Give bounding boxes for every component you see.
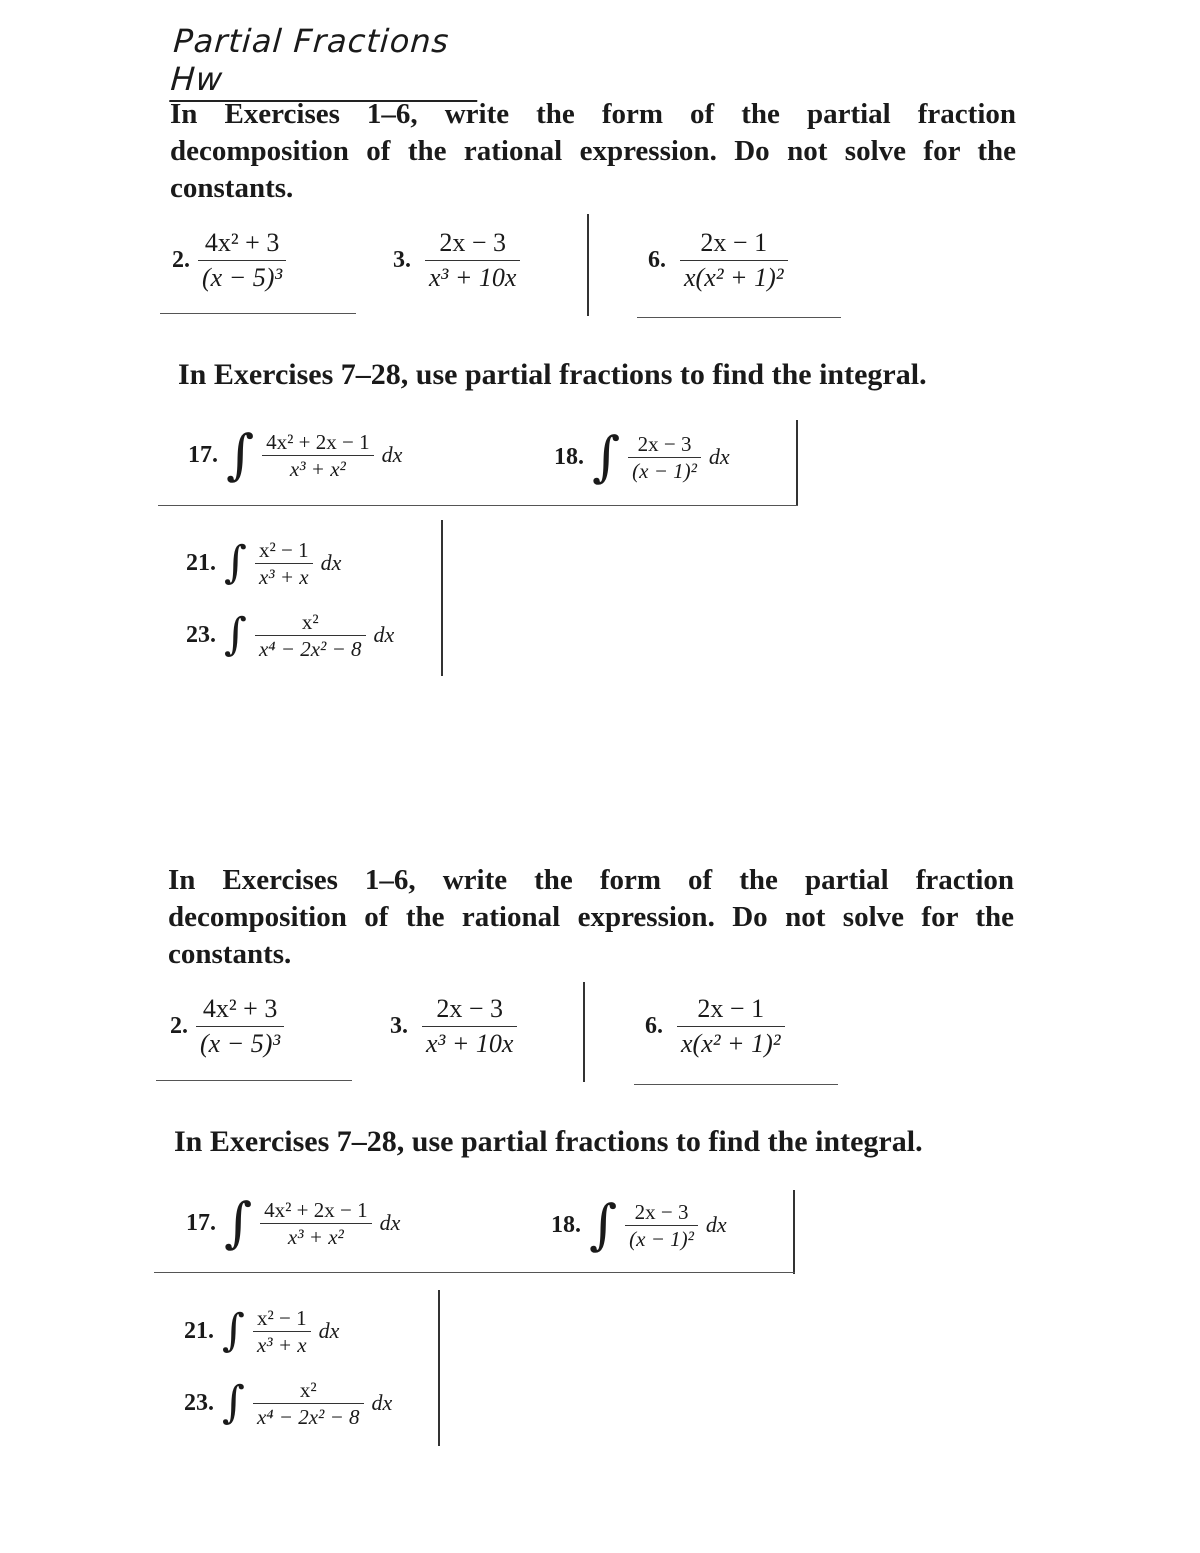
exercise-6 bbox=[648, 226, 788, 295]
fraction bbox=[677, 992, 785, 1061]
exercise-number: 21. bbox=[186, 549, 216, 576]
numerator: 4x² + 3 bbox=[204, 228, 280, 257]
denominator: x³ + x² bbox=[262, 455, 373, 482]
exercise-3 bbox=[390, 992, 517, 1061]
denominator: x(x² + 1)² bbox=[680, 260, 788, 295]
numerator: 2x − 1 bbox=[700, 228, 768, 257]
answer-line bbox=[634, 1084, 838, 1085]
denominator: x³ + 10x bbox=[422, 1026, 517, 1061]
denominator: x⁴ − 2x² − 8 bbox=[253, 1403, 364, 1430]
denominator: (x − 1)² bbox=[628, 457, 701, 484]
fraction bbox=[198, 226, 286, 295]
fraction bbox=[253, 1377, 364, 1430]
exercise-2 bbox=[172, 226, 286, 295]
divider-line bbox=[583, 982, 585, 1082]
differential: dx bbox=[705, 1212, 727, 1237]
divider-line bbox=[438, 1290, 440, 1446]
exercise-number: 17. bbox=[186, 1209, 216, 1236]
differential: dx bbox=[371, 1390, 393, 1415]
fraction bbox=[196, 992, 284, 1061]
integral-sign: ∫ bbox=[222, 1377, 245, 1428]
exercise-number: 3. bbox=[390, 1013, 408, 1039]
instruction-7-28: In Exercises 7–28, use partial fractions to find the integral. bbox=[174, 1125, 923, 1158]
instruction-7-28: In Exercises 7–28, use partial fractions to find the integral. bbox=[178, 358, 927, 391]
answer-line bbox=[156, 1080, 352, 1081]
numerator: 2x − 1 bbox=[697, 994, 765, 1023]
exercise-number: 3. bbox=[393, 247, 411, 273]
exercise-18 bbox=[554, 425, 730, 488]
numerator: x² bbox=[301, 609, 319, 634]
exercise-number: 2. bbox=[170, 1013, 188, 1039]
exercise-2 bbox=[170, 992, 284, 1061]
denominator: x³ + 10x bbox=[425, 260, 520, 295]
exercise-number: 6. bbox=[648, 247, 666, 273]
numerator: x² − 1 bbox=[256, 1305, 307, 1330]
handwritten-title: Partial Fractions Hw bbox=[169, 22, 483, 102]
numerator: 2x − 3 bbox=[439, 228, 507, 257]
separator-line bbox=[154, 1272, 795, 1273]
differential: dx bbox=[373, 622, 395, 647]
integral-sign: ∫ bbox=[224, 537, 247, 588]
numerator: x² − 1 bbox=[258, 537, 309, 562]
exercise-21 bbox=[186, 536, 341, 590]
numerator: 4x² + 2x − 1 bbox=[266, 429, 370, 454]
numerator: 4x² + 2x − 1 bbox=[264, 1197, 368, 1222]
denominator: x³ + x bbox=[255, 563, 313, 590]
integral-sign: ∫ bbox=[592, 425, 621, 488]
exercise-21 bbox=[184, 1304, 339, 1358]
numerator: 2x − 3 bbox=[436, 994, 504, 1023]
fraction bbox=[253, 1305, 311, 1358]
denominator: x³ + x² bbox=[260, 1223, 371, 1250]
fraction bbox=[628, 431, 701, 484]
exercise-number: 6. bbox=[645, 1013, 663, 1039]
fraction bbox=[260, 1197, 371, 1250]
numerator: x² bbox=[299, 1377, 317, 1402]
denominator: x(x² + 1)² bbox=[677, 1026, 785, 1061]
divider-line bbox=[441, 520, 443, 676]
exercise-18 bbox=[551, 1193, 727, 1256]
integral-sign: ∫ bbox=[226, 423, 255, 486]
exercise-number: 18. bbox=[554, 443, 584, 470]
exercise-number: 17. bbox=[188, 441, 218, 468]
divider-line bbox=[793, 1190, 795, 1274]
differential: dx bbox=[320, 550, 342, 575]
exercise-number: 21. bbox=[184, 1317, 214, 1344]
fraction bbox=[255, 609, 366, 662]
answer-line bbox=[160, 313, 356, 314]
fraction bbox=[422, 992, 517, 1061]
denominator: x³ + x bbox=[253, 1331, 311, 1358]
denominator: (x − 1)² bbox=[625, 1225, 698, 1252]
exercise-number: 23. bbox=[186, 621, 216, 648]
exercise-6 bbox=[645, 992, 785, 1061]
fraction bbox=[425, 226, 520, 295]
numerator: 2x − 3 bbox=[637, 431, 692, 456]
exercise-23 bbox=[186, 608, 394, 662]
differential: dx bbox=[381, 442, 403, 467]
numerator: 2x − 3 bbox=[634, 1199, 689, 1224]
integral-sign: ∫ bbox=[589, 1193, 618, 1256]
differential: dx bbox=[379, 1210, 401, 1235]
exercise-17 bbox=[188, 423, 403, 486]
instruction-1-6: In Exercises 1–6, write the form of the partial fraction decomposition of the rational expression. Do not solve for the constants. bbox=[170, 98, 1016, 204]
denominator: (x − 5)³ bbox=[198, 260, 286, 295]
exercise-3 bbox=[393, 226, 520, 295]
fraction bbox=[262, 429, 373, 482]
exercise-number: 23. bbox=[184, 1389, 214, 1416]
exercise-number: 18. bbox=[551, 1211, 581, 1238]
differential: dx bbox=[318, 1318, 340, 1343]
integral-sign: ∫ bbox=[224, 609, 247, 660]
integral-sign: ∫ bbox=[224, 1191, 253, 1254]
divider-line bbox=[587, 214, 589, 316]
fraction bbox=[255, 537, 313, 590]
fraction bbox=[680, 226, 788, 295]
integral-sign: ∫ bbox=[222, 1305, 245, 1356]
exercise-number: 2. bbox=[172, 247, 190, 273]
denominator: x⁴ − 2x² − 8 bbox=[255, 635, 366, 662]
exercise-23 bbox=[184, 1376, 392, 1430]
instruction-1-6: In Exercises 1–6, write the form of the partial fraction decomposition of the rational expression. Do not solve for the constants. bbox=[168, 864, 1014, 970]
separator-line bbox=[158, 505, 798, 506]
answer-line bbox=[637, 317, 841, 318]
divider-line bbox=[796, 420, 798, 506]
denominator: (x − 5)³ bbox=[196, 1026, 284, 1061]
differential: dx bbox=[708, 444, 730, 469]
exercise-17 bbox=[186, 1191, 401, 1254]
fraction bbox=[625, 1199, 698, 1252]
numerator: 4x² + 3 bbox=[202, 994, 278, 1023]
